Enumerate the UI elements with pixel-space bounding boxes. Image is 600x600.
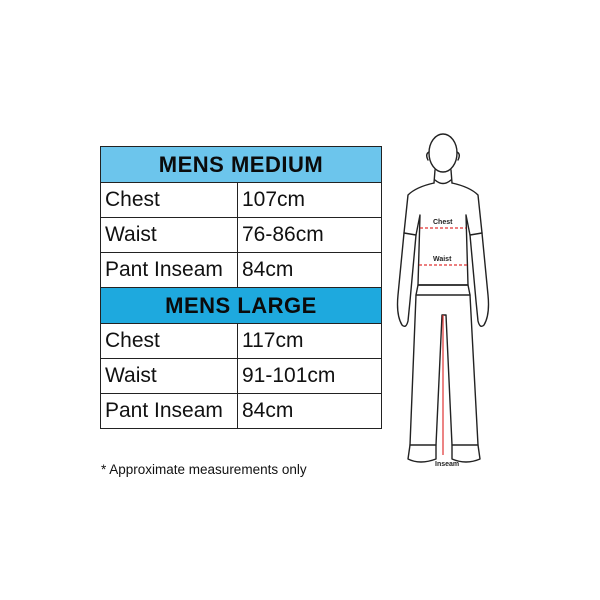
measurement-label: Chest [101, 183, 238, 218]
measurement-label: Pant Inseam [101, 253, 238, 288]
section-header-row [101, 288, 382, 324]
measurement-value: 84cm [238, 394, 382, 429]
measurement-label: Waist [101, 359, 238, 394]
measurement-value: 84cm [238, 253, 382, 288]
measurement-value: 91-101cm [238, 359, 382, 394]
section-title-mens-medium: MENS MEDIUM [101, 147, 382, 183]
section-header-row [101, 147, 382, 183]
measurement-value: 117cm [238, 324, 382, 359]
figure-label-chest: Chest [433, 219, 453, 226]
measurement-label: Chest [101, 324, 238, 359]
table-row [101, 359, 382, 394]
footnote: * Approximate measurements only [101, 462, 307, 477]
section-title-mens-large: MENS LARGE [101, 288, 382, 324]
measurement-label: Waist [101, 218, 238, 253]
table-row [101, 183, 382, 218]
measurement-label: Pant Inseam [101, 394, 238, 429]
table-row [101, 394, 382, 429]
measurement-value: 76-86cm [238, 218, 382, 253]
figure-label-inseam: Inseam [435, 461, 460, 468]
table-row [101, 218, 382, 253]
table-row [101, 324, 382, 359]
figure-label-waist: Waist [433, 256, 452, 263]
body-measurement-figure-icon [380, 125, 515, 475]
size-chart-table [100, 146, 382, 429]
measurement-value: 107cm [238, 183, 382, 218]
table-row [101, 253, 382, 288]
